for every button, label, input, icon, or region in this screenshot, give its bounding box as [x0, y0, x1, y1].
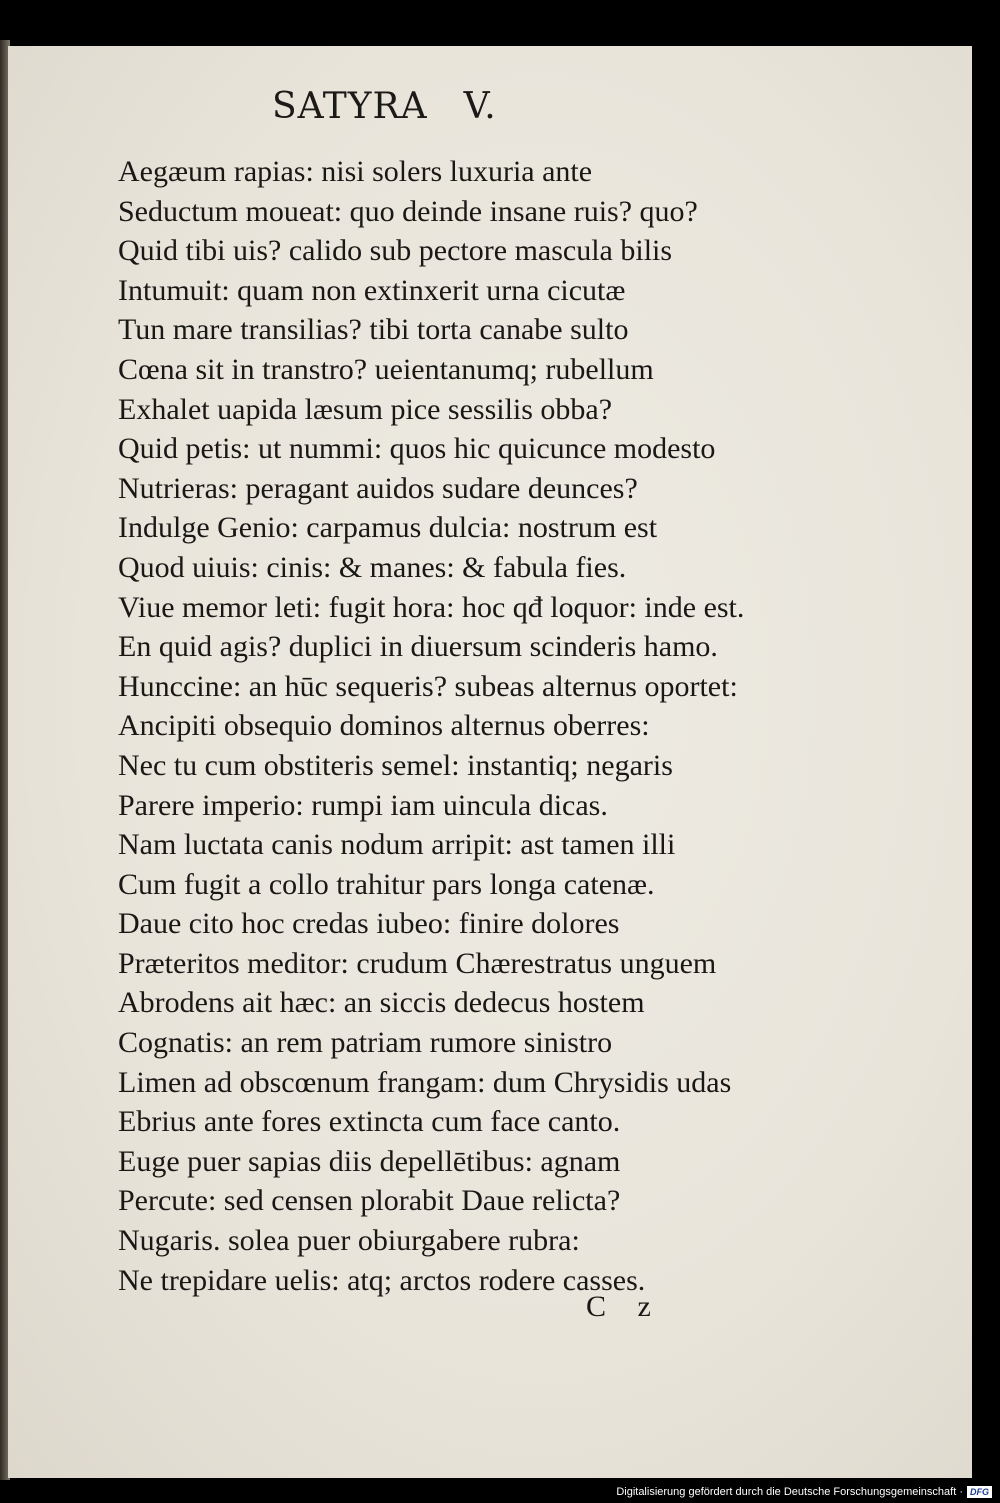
- verse-line: Daue cito hoc credas iubeo: finire dolores: [118, 907, 620, 941]
- verse-line: Ebrius ante fores extincta cum face canto.: [118, 1105, 621, 1139]
- verse-line: Nutrieras: peragant auidos sudare deunces?: [118, 471, 638, 505]
- verse-list: [118, 152, 778, 1300]
- dfg-logo-icon: DFG: [967, 1486, 992, 1498]
- verse-line: Cum fugit a collo trahitur pars longa catenæ.: [118, 867, 655, 901]
- verse-line: Seductum moueat: quo deinde insane ruis? quo?: [118, 194, 698, 228]
- page-header: [272, 86, 497, 127]
- verse-line: Præteritos meditor: crudum Chærestratus unguem: [118, 946, 717, 980]
- verse-line: Cœna sit in transtro? ueientanumq; rubellum: [118, 352, 654, 386]
- verse-line: Viue memor leti: fugit hora: hoc qđ loquor: inde est.: [118, 590, 745, 624]
- verse-line: Ne trepidare uelis: atq; arctos rodere casses.: [118, 1263, 646, 1297]
- verse-line: Tun mare transilias? tibi torta canabe sulto: [118, 313, 629, 347]
- verse-line: Nugaris. solea puer obiurgabere rubra:: [118, 1224, 580, 1258]
- verse-line: Euge puer sapias diis depellētibus: agnam: [118, 1144, 621, 1178]
- verse-line: Cognatis: an rem patriam rumore sinistro: [118, 1026, 613, 1060]
- verse-line: Limen ad obscœnum frangam: dum Chrysidis udas: [118, 1065, 732, 1099]
- verse-line: Aegæum rapias: nisi solers luxuria ante: [118, 155, 593, 188]
- verse-line: Abrodens ait hæc: an siccis dedecus hostem: [118, 986, 645, 1020]
- verse-line: Quod uiuis: cinis: & manes: & fabula fies.: [118, 550, 627, 584]
- verse-line: Exhalet uapida læsum pice sessilis obba?: [118, 392, 613, 426]
- verse-line: Nec tu cum obstiteris semel: instantiq; negaris: [118, 748, 673, 782]
- verse-line: Hunccine: an hūc sequeris? subeas alternus oportet:: [118, 669, 738, 703]
- verse-line: Quid petis: ut nummi: quos hic quicunce modesto: [118, 432, 716, 466]
- verse-line: Quid tibi uis? calido sub pectore mascula bilis: [118, 234, 673, 268]
- verse-line: Nam luctata canis nodum arripit: ast tamen illi: [118, 828, 676, 862]
- verse-line: Intumuit: quam non extinxerit urna cicutæ: [118, 273, 626, 307]
- verse-line: Ancipiti obsequio dominos alternus oberres:: [118, 709, 650, 743]
- satyra-title: SATYRA: [272, 86, 428, 127]
- verse-line: Indulge Genio: carpamus dulcia: nostrum est: [118, 511, 658, 545]
- footer-text: Digitalisierung gefördert durch die Deutsche Forschungsgemeinschaft ·: [616, 1486, 963, 1498]
- verse-line: Percute: sed censen plorabit Daue relicta?: [118, 1184, 621, 1218]
- footer-credit: [616, 1486, 992, 1498]
- signature-mark: C z: [586, 1290, 663, 1323]
- verse-line: Parere imperio: rumpi iam uincula dicas.: [118, 788, 608, 822]
- satyra-number: V.: [463, 86, 497, 127]
- verse-line: En quid agis? duplici in diuersum scinderis hamo.: [118, 630, 718, 664]
